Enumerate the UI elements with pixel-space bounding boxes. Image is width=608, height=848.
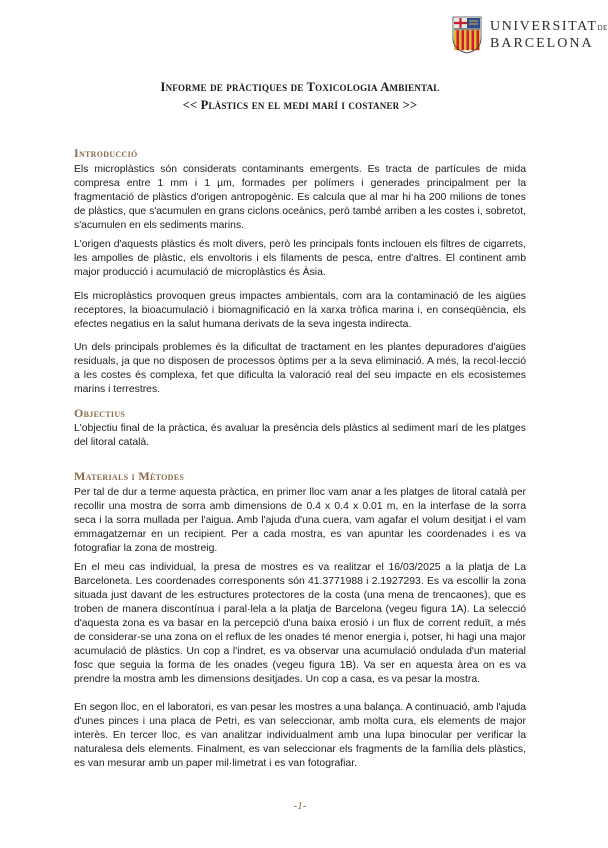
logo-barcelona-label: BARCELONA — [490, 36, 594, 51]
objectius-paragraph-1: L'objectiu final de la pràctica, és avaluar la presència dels plàstics al sediment marí de les platges del litoral català. — [74, 423, 526, 448]
intro-paragraph-4: Un dels principals problemes és la dificultat de tractament en les plantes depuradores d'aigües residuals, ja que no disposen de processos òptims per a la seva eliminació. A més, la recol·lecció a les costes és complexa, fet que dificulta la valoració real del seu impacte en els ecosistemes marins i terrestres. — [74, 342, 526, 395]
report-title-line-1: Informe de pràctiques de Toxicologia Ambiental — [160, 80, 440, 94]
heading-introduccio: Introducció — [74, 146, 138, 160]
intro-paragraph-2: L'origen d'aquests plàstics és molt divers, però les principals fonts inclouen els filtres de cigarrets, les ampolles de plàstic, els envoltoris i els filaments de pesca, entre d'altres. El continent amb major producció i acumulació de microplàstics és Àsia. — [74, 239, 526, 278]
intro-paragraph-1: Els microplàstics són considerats contaminants emergents. Es tracta de partícules de mida compresa entre 1 mm i 1 µm, formades per polímers i generades principalment per la fragmentació de plàstics d'origen antropogènic. Es calcula que al mar hi ha 200 milions de tones de plàstics, que s'acumulen en grans ciclons oceànics, però també arriben a les costes i, sobretot, s'acumulen en els sediments marins. — [74, 164, 526, 231]
heading-materials-metodes: Materials i Mètodes — [74, 469, 185, 483]
university-crest-icon — [452, 16, 482, 54]
report-title — [0, 78, 600, 114]
university-logo — [452, 16, 608, 56]
logo-university-label: UNIVERSITATDE — [490, 19, 608, 34]
heading-objectius: Objectius — [74, 406, 126, 420]
materials-paragraph-1: Per tal de dur a terme aquesta pràctica, en primer lloc vam anar a les platges de litoral català per recollir una mostra de sorra amb dimensions de 0.4 x 0.4 x 0.01 m, en la interfase de la sorra seca i la sorra mullada per l'aigua. Amb l'ajuda d'una cuera, vam agafar el volum desitjat i el vam emmagatzemar en un recipient. Per a cada mostra, es van apuntar les coordenades i es va fotografiar la zona de mostreig. — [74, 487, 526, 554]
intro-paragraph-3: Els microplàstics provoquen greus impactes ambientals, com ara la contaminació de les aigües receptores, la bioacumulació i biomagnificació en la xarxa tròfica marina i, en conseqüència, els efectes negatius en la salut humana derivats de la seva ingesta indirecta. — [74, 291, 526, 330]
materials-paragraph-2: En el meu cas individual, la presa de mostres es va realitzar el 16/03/2025 a la platja de La Barceloneta. Les coordenades corresponents són 41.3771988 i 2.1927293. Es va escollir la zona situada just davant de les estructures protectores de la costa (una mena de trencaones), que es troben de manera discontínua i paral·lela a la platja de Barcelona (vegeu figura 1A). La selecció d'aquesta zona es va basar en la percepció d'una baixa erosió i un flux de corrent reduït, a més de considerar-se una zona on el reflux de les onades té menor energia i, potser, hi hagi una major acumulació de plàstics. Un cop a l'indret, es va observar una acumulació ondulada d'un material fosc que seguia la forma de les onades (vegeu figura 1B). Va ser en aquesta àrea on es va prendre la mostra amb les dimensions desitjades. Un cop a casa, es va pesar la mostra. — [74, 562, 526, 685]
report-title-line-2: << Plàstics en el medi marí i costaner >> — [182, 98, 418, 112]
page-number: -1- — [293, 800, 307, 812]
materials-paragraph-3: En segon lloc, en el laboratori, es van pesar les mostres a una balança. A continuació, amb l'ajuda d'unes pinces i una placa de Petri, es van seleccionar, amb molta cura, els elements de major interès. En tercer lloc, es van analitzar individualment amb una lupa binocular per verificar la naturalesa dels elements. Finalment, es van seleccionar els fragments de la família dels plàstics, es van mesurar amb un paper mil·limetrat i es van fotografiar. — [74, 702, 526, 769]
